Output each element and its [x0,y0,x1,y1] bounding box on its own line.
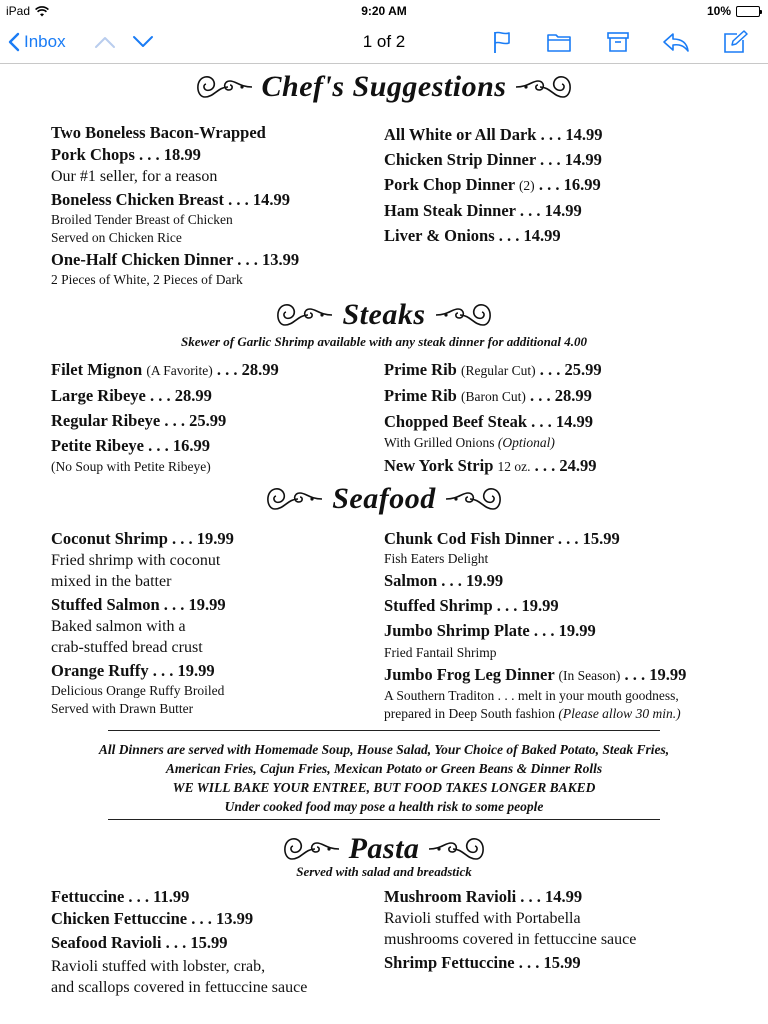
item-description-text: With Grilled Onions [384,435,498,450]
item-description: crab-stuffed bread crust [51,639,203,656]
flourish-right-icon [434,298,496,332]
archive-button[interactable] [606,28,630,56]
menu-item: Ham Steak Dinner . . . 14.99 [384,201,582,220]
chefs-left-column [51,122,299,289]
item-name: Pork Chop Dinner [384,175,515,194]
item-name: Prime Rib [384,386,457,405]
menu-item: Stuffed Shrimp . . . 19.99 [384,596,559,615]
steaks-left-column [51,357,279,476]
pasta-left-column [51,886,307,998]
item-description: Fried Fantail Shrimp [384,645,497,660]
menu-item: Salmon . . . 19.99 [384,571,504,590]
menu-item: Fettuccine . . . 11.99 [51,887,190,906]
item-description: Our #1 seller, for a reason [51,168,218,185]
item-description: mixed in the batter [51,573,172,590]
battery-percent: 10% [706,4,731,18]
steaks-note: Skewer of Garlic Shrimp available with any steak dinner for additional 4.00 [181,334,587,349]
seafood-right-column [384,528,686,723]
item-description: mushrooms covered in fettuccine sauce [384,931,637,948]
flag-button[interactable] [492,28,512,56]
chefs-suggestions-header [0,70,768,104]
menu-item: Boneless Chicken Breast . . . 14.99 [51,190,290,209]
item-description-note: (Please allow 30 min.) [558,706,681,721]
item-description: Delicious Orange Ruffy Broiled [51,683,225,698]
reply-arrow-icon [662,31,690,53]
item-name: Jumbo Frog Leg Dinner [384,665,555,684]
item-price: . . . 28.99 [529,386,592,405]
pasta-note: Served with salad and breadstick [296,864,472,879]
inbox-label: Inbox [24,32,66,51]
item-price: . . . 28.99 [216,360,279,379]
menu-item: Chicken Strip Dinner . . . 14.99 [384,150,602,169]
item-description: Ravioli stuffed with lobster, crab, [51,958,266,975]
menu-item: Chopped Beef Steak . . . 14.99 [384,412,594,431]
divider-top [108,730,660,731]
menu-item [384,383,602,409]
item-tag: (Baron Cut) [460,389,526,404]
flourish-right-icon [444,482,506,516]
item-price: . . . 19.99 [624,665,687,684]
reply-button[interactable] [662,28,690,56]
menu-item: Large Ribeye . . . 28.99 [51,386,212,405]
item-tag: (2) [518,178,535,193]
menu-item: One-Half Chicken Dinner . . . 13.99 [51,250,300,269]
archive-box-icon [606,31,630,53]
chefs-suggestions-title: Chef's Suggestions [261,70,507,103]
item-description: (No Soup with Petite Ribeye) [51,459,211,474]
notice-line: Under cooked food may pose a health risk to some people [224,799,544,814]
chefs-right-column [384,122,602,248]
item-description [384,434,602,452]
flourish-right-icon [427,832,489,866]
item-description-text: prepared in Deep South fashion [384,706,559,721]
steaks-title: Steaks [342,298,426,331]
menu-item: Chunk Cod Fish Dinner . . . 15.99 [384,529,620,548]
item-description: Ravioli stuffed with Portabella [384,910,581,927]
menu-item: Orange Ruffy . . . 19.99 [51,661,215,680]
item-price: . . . 16.99 [538,175,601,194]
item-description [384,705,686,723]
menu-item: Liver & Onions . . . 14.99 [384,226,561,245]
menu-item: Seafood Ravioli . . . 15.99 [51,933,228,952]
item-name: New York Strip [384,456,494,475]
menu-item [51,357,279,383]
item-description: A Southern Traditon . . . melt in your mouth goodness, [384,688,679,703]
item-tag: 12 oz. [497,459,531,474]
notice-line: All Dinners are served with Homemade Soup, House Salad, Your Choice of Baked Potato, Steak Fries, [98,742,670,757]
status-bar [0,0,768,22]
item-description: Fried shrimp with coconut [51,552,221,569]
item-description-optional: (Optional) [497,435,555,450]
pasta-header [0,832,768,866]
steaks-right-column [384,357,602,481]
menu-item: Coconut Shrimp . . . 19.99 [51,529,234,548]
status-right [707,4,760,18]
item-description: and scallops covered in fettuccine sauce [51,979,308,996]
menu-item [384,452,602,481]
flourish-left-icon [272,298,334,332]
move-to-folder-button[interactable] [546,28,572,56]
menu-item: Regular Ribeye . . . 25.99 [51,411,227,430]
menu-item: Jumbo Shrimp Plate . . . 19.99 [384,621,596,640]
item-description: Served on Chicken Rice [51,230,182,245]
menu-item: Mushroom Ravioli . . . 14.99 [384,887,583,906]
menu-item: Two Boneless Bacon-Wrapped [51,123,266,142]
divider-bottom [108,819,660,820]
seafood-left-column [51,528,234,718]
item-description: Baked salmon with a [51,618,186,635]
item-tag: (In Season) [558,668,621,683]
item-description: 2 Pieces of White, 2 Pieces of Dark [51,272,243,287]
device-name: iPad [6,4,31,18]
item-description: Broiled Tender Breast of Chicken [51,212,233,227]
item-tag: (A Favorite) [146,363,213,378]
mail-toolbar [0,22,768,64]
item-price: . . . 25.99 [539,360,602,379]
flourish-left-icon [279,832,341,866]
page-indicator: 1 of 2 [362,32,406,51]
item-tag: (Regular Cut) [460,363,536,378]
menu-item: All White or All Dark . . . 14.99 [384,125,603,144]
compose-button[interactable] [722,28,748,56]
item-description: Fish Eaters Delight [384,551,489,566]
pasta-title: Pasta [348,832,420,865]
menu-item: Pork Chops . . . 18.99 [51,145,201,164]
steaks-header [0,298,768,332]
item-name: Filet Mignon [51,360,143,379]
menu-item: Shrimp Fettuccine . . . 15.99 [384,953,581,972]
folder-icon [546,31,572,53]
menu-item: Petite Ribeye . . . 16.99 [51,436,210,455]
item-description: Served with Drawn Butter [51,701,194,716]
seafood-title: Seafood [332,482,436,515]
pasta-right-column [384,886,636,976]
menu-item [384,664,686,687]
item-name: Prime Rib [384,360,457,379]
flourish-left-icon [192,70,254,104]
menu-item [384,172,602,198]
menu-attachment[interactable] [0,64,768,1024]
menu-item: Stuffed Salmon . . . 19.99 [51,595,226,614]
notice-line: WE WILL BAKE YOUR ENTREE, BUT FOOD TAKES LONGER BAKED [172,780,596,795]
battery-icon [736,6,760,17]
compose-pencil-icon [722,30,748,54]
item-price: . . . 24.99 [534,456,597,475]
status-time: 9:20 AM [361,4,407,18]
seafood-header [0,482,768,516]
flag-icon [492,30,512,54]
notice-line: American Fries, Cajun Fries, Mexican Potato or Green Beans & Dinner Rolls [165,761,603,776]
menu-item [384,357,602,383]
dinner-notice [0,740,768,816]
menu-item: Chicken Fettuccine . . . 13.99 [51,909,254,928]
flourish-left-icon [262,482,324,516]
flourish-right-icon [514,70,576,104]
